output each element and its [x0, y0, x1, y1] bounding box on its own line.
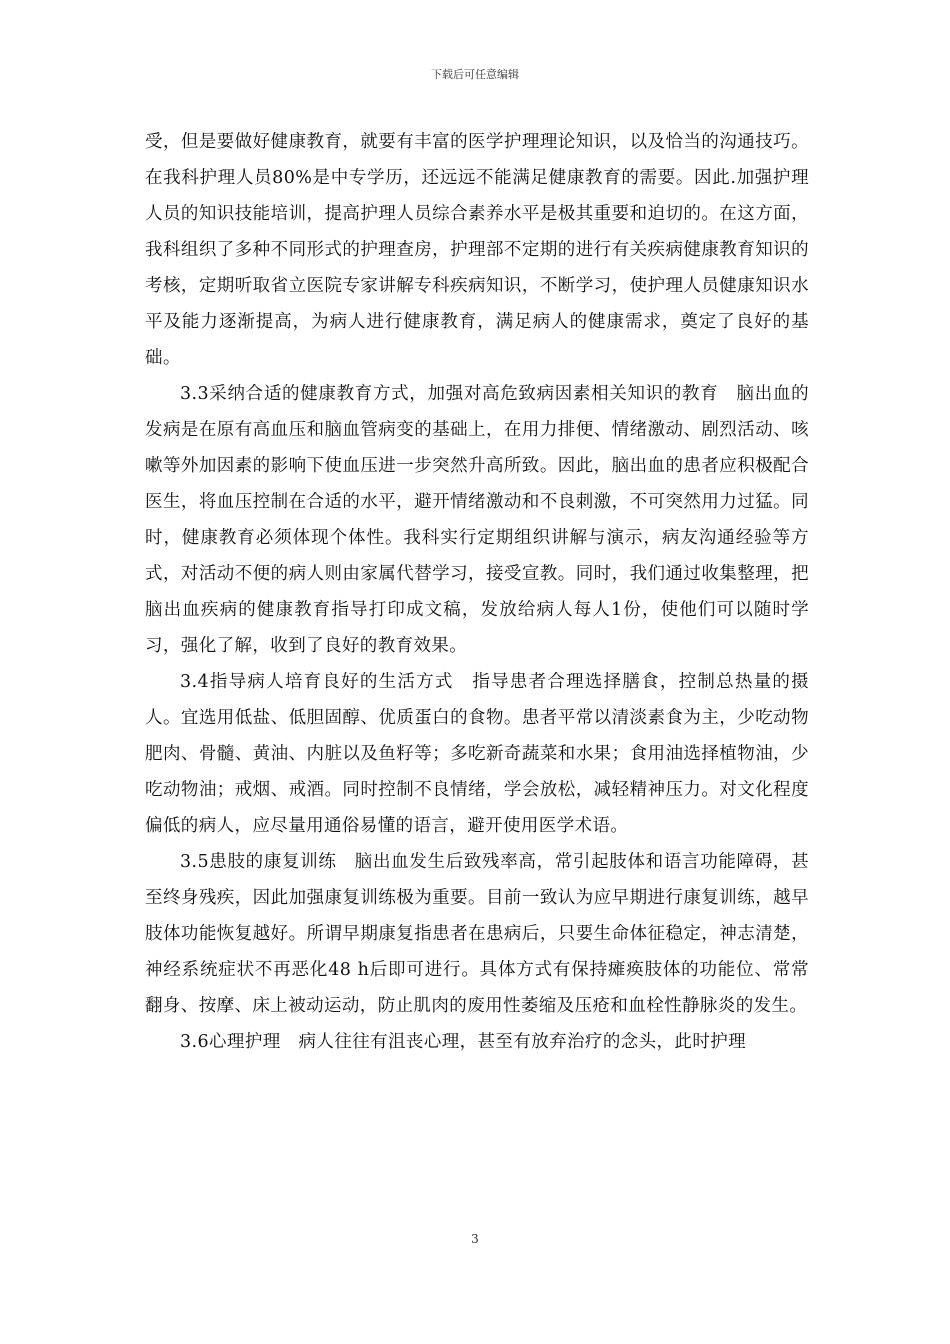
page-header: 下载后可任意编辑 [431, 68, 519, 81]
paragraph-continuation: 受，但是要做好健康教育，就要有丰富的医学护理理论知识，以及恰当的沟通技巧。在我科护理人员80%是中专学历，还远远不能满足健康教育的需要。因此.加强护理人员的知识技能培训，提高护理人员综合素养水平是极其重要和迫切的。在这方面，我科组织了多种不同形式的护理查房，护理部不定期的进行有关疾病健康教育知识的考核，定期听取省立医院专家讲解专科疾病知识，不断学习，使护理人员健康知识水平及能力逐渐提高，为病人进行健康教育，满足病人的健康需求，奠定了良好的基础。 [145, 132, 809, 368]
paragraph-section-3-3: 3.3采纳合适的健康教育方式，加强对高危致病因素相关知识的教育 脑出血的发病是在原有高血压和脑血管病变的基础上，在用力排便、情绪激动、剧烈活动、咳嗽等外加因素的影响下使血压进一步突然升高所致。因此，脑出血的患者应积极配合医生，将血压控制在合适的水平，避开情绪激动和不良刺激，不可突然用力过猛。同时，健康教育必须体现个体性。我科实行定期组织讲解与演示，病友沟通经验等方式，对活动不便的病人则由家属代替学习，接受宣教。同时，我们通过收集整理，把脑出血疾病的健康教育指导打印成文稿，发放给病人每人1份，使他们可以随时学习，强化了解，收到了良好的教育效果。 [145, 384, 809, 656]
document-body [145, 124, 809, 1060]
paragraph-section-3-4: 3.4指导病人培育良好的生活方式 指导患者合理选择膳食，控制总热量的摄人。宜选用低盐、低胆固醇、优质蛋白的食物。患者平常以清淡素食为主，少吃动物肥肉、骨髓、黄油、内脏以及鱼籽等；多吃新奇蔬菜和水果；食用油选择植物油，少吃动物油；戒烟、戒酒。同时控制不良情绪，学会放松，减轻精神压力。对文化程度偏低的病人，应尽量用通俗易懂的语言，避开使用医学术语。 [145, 672, 809, 836]
paragraph-section-3-5: 3.5患肢的康复训练 脑出血发生后致残率高，常引起肢体和语言功能障碍，甚至终身残疾，因此加强康复训练极为重要。目前一致认为应早期进行康复训练，越早肢体功能恢复越好。所谓早期康复指患者在患病后，只要生命体征稳定，神志清楚，神经系统症状不再恶化48 h后即可进行。具体方式有保持瘫痪肢体的功能位、常常翻身、按摩、床上被动运动，防止肌肉的废用性萎缩及压疮和血栓性静脉炎的发生。 [145, 852, 809, 1016]
page-number: 3 [471, 1232, 479, 1246]
paragraph-section-3-6: 3.6心理护理 病人往往有沮丧心理，甚至有放弃治疗的念头，此时护理 [180, 1032, 747, 1052]
